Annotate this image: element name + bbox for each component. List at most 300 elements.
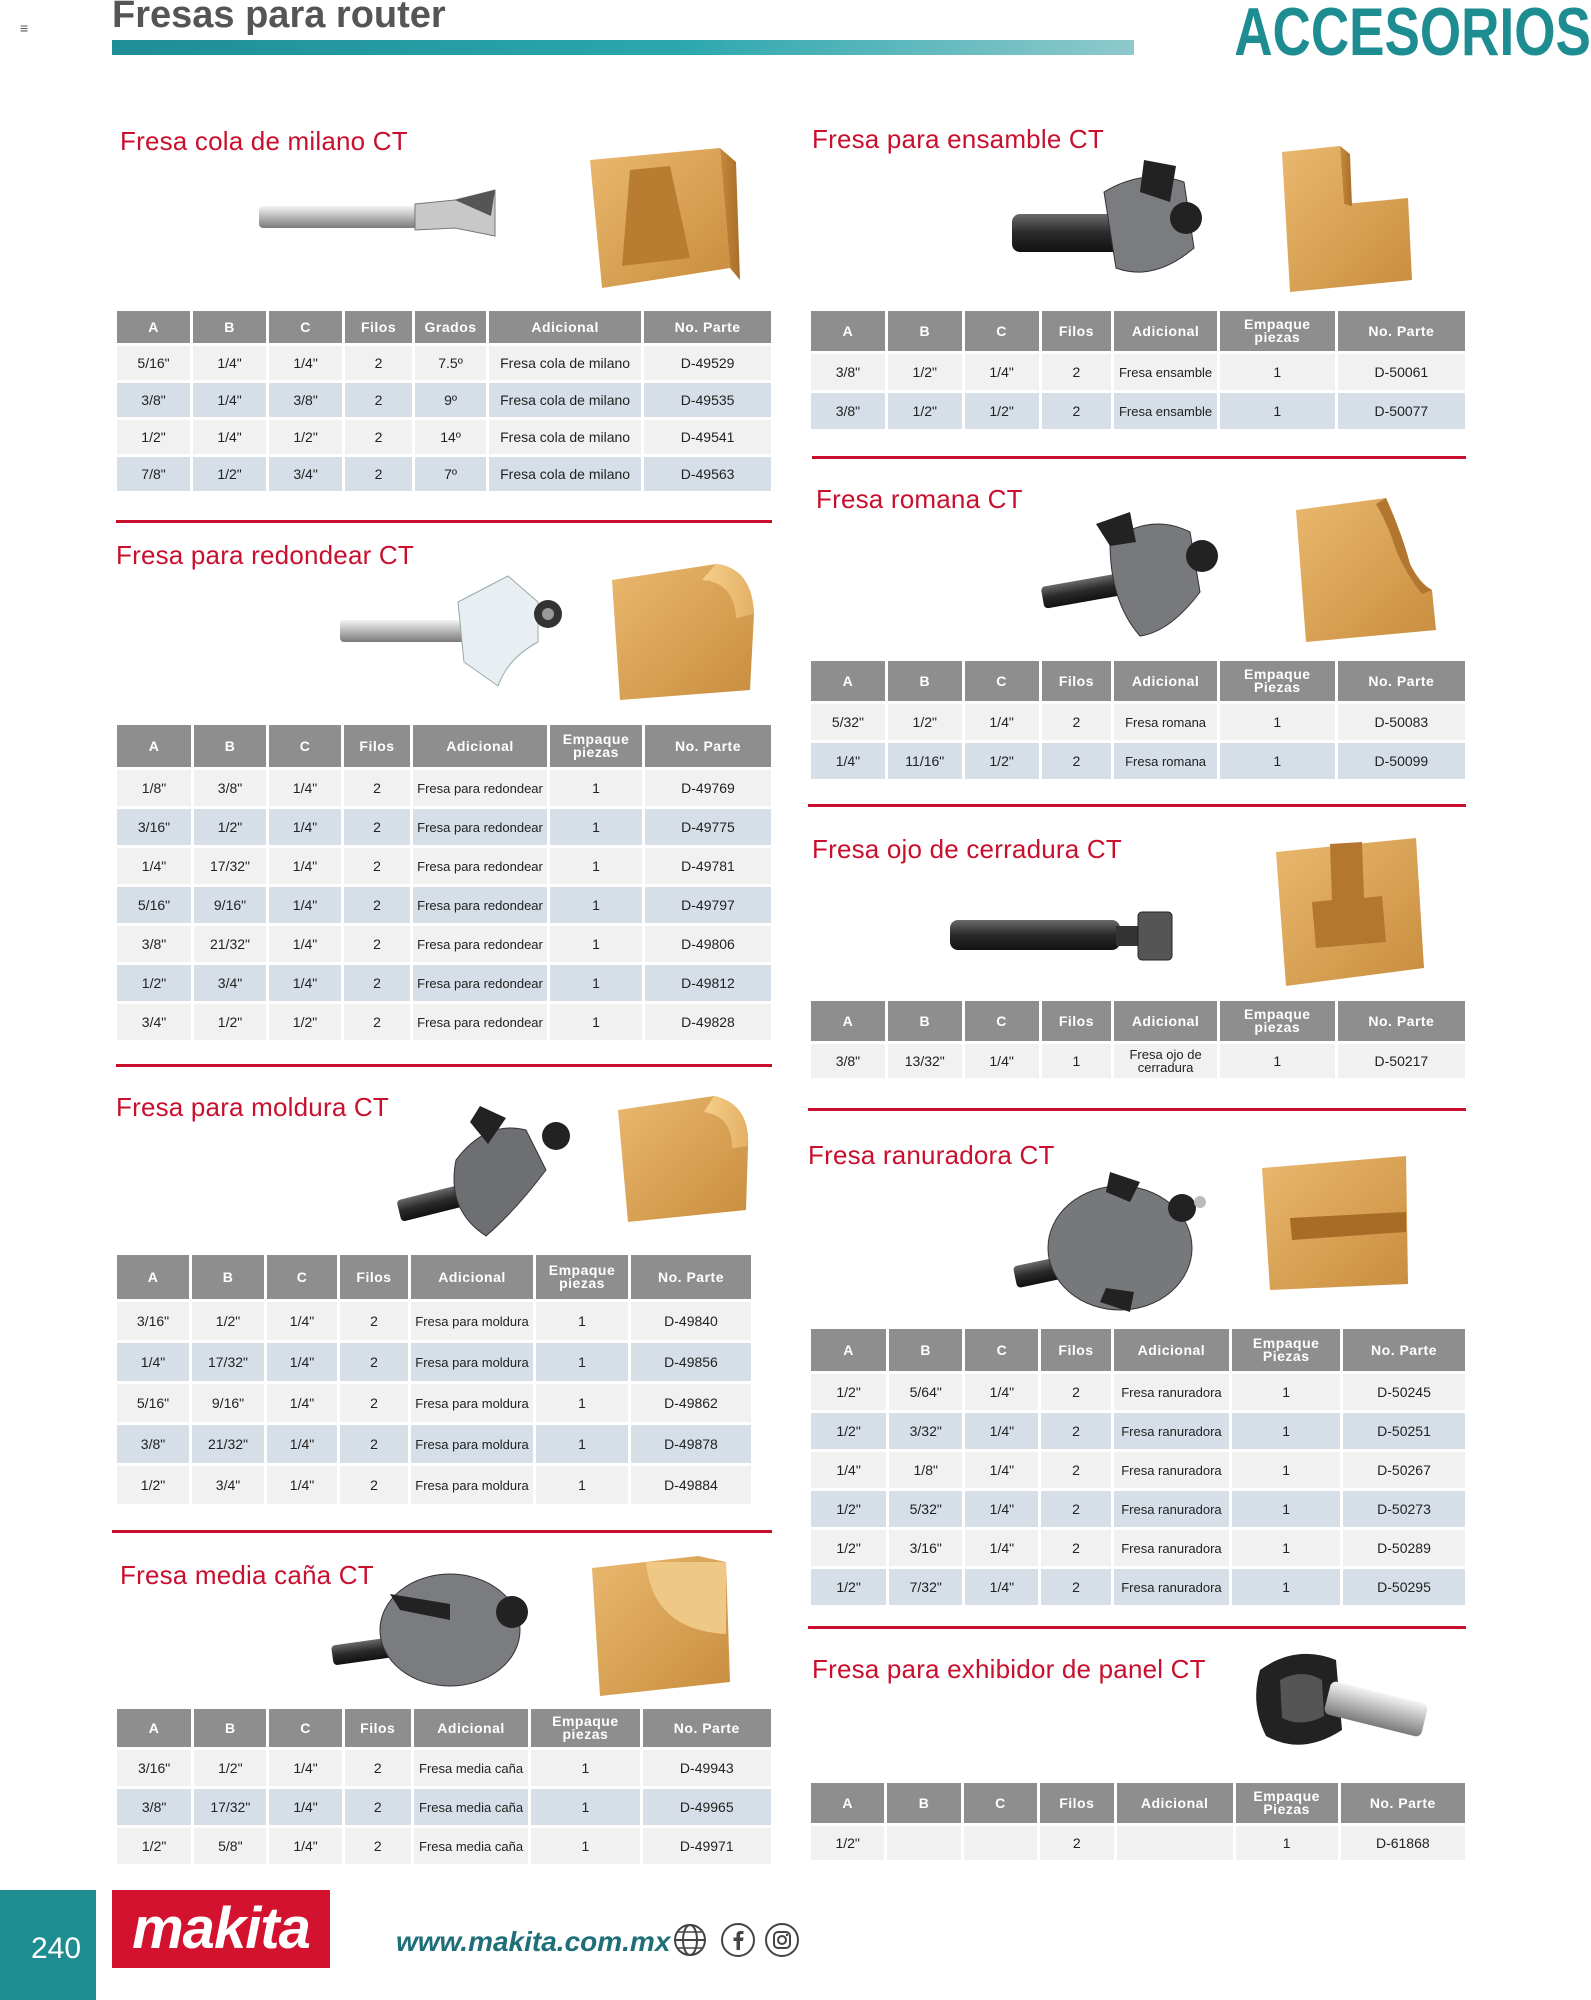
cell: 11/16" bbox=[888, 743, 962, 779]
col-c: C bbox=[965, 1001, 1039, 1041]
section-title-ensamble: Fresa para ensamble CT bbox=[812, 124, 1104, 154]
cell: D-50289 bbox=[1343, 1530, 1465, 1566]
cell: 2 bbox=[1041, 1530, 1110, 1566]
col-b: B bbox=[888, 661, 962, 701]
table-row bbox=[117, 770, 771, 806]
cell: 2 bbox=[340, 1466, 408, 1504]
table-row bbox=[811, 1044, 1465, 1078]
col-filos: Filos bbox=[344, 725, 410, 767]
cell: 2 bbox=[1041, 1374, 1110, 1410]
table-row bbox=[117, 383, 771, 417]
cell: 1 bbox=[1220, 393, 1335, 429]
cell: 1/4" bbox=[269, 770, 341, 806]
table-row bbox=[117, 965, 771, 1001]
cell: 1/2" bbox=[965, 743, 1039, 779]
cell: 1/2" bbox=[192, 1302, 264, 1340]
cell: 1/2" bbox=[269, 420, 342, 454]
col-a: A bbox=[117, 1255, 189, 1299]
cell: D-50077 bbox=[1338, 393, 1465, 429]
header-bar bbox=[112, 40, 1134, 55]
col-filos: Filos bbox=[1042, 661, 1112, 701]
website-link[interactable]: www.makita.com.mx bbox=[396, 1926, 671, 1957]
cell: 7/8" bbox=[117, 457, 190, 491]
cell: 3/8" bbox=[194, 770, 266, 806]
cell: 2 bbox=[344, 1004, 410, 1040]
cell: D-49828 bbox=[645, 1004, 771, 1040]
cell: 1 bbox=[536, 1302, 628, 1340]
cell: 5/32" bbox=[889, 1491, 962, 1527]
cell: D-49971 bbox=[643, 1828, 771, 1864]
cell: 3/16" bbox=[117, 1302, 189, 1340]
col-no-parte: No. Parte bbox=[1338, 661, 1465, 701]
cell: D-61868 bbox=[1341, 1826, 1465, 1860]
cell: 5/8" bbox=[194, 1828, 266, 1864]
cell: Fresa cola de milano bbox=[489, 383, 641, 417]
cell: D-50061 bbox=[1338, 354, 1465, 390]
col-no-parte: No. Parte bbox=[643, 1709, 771, 1747]
page-number: 240 bbox=[30, 1932, 82, 1965]
cell: 1/4" bbox=[269, 1789, 341, 1825]
cell: 9º bbox=[415, 383, 486, 417]
cell: D-50251 bbox=[1343, 1413, 1465, 1449]
section-divider bbox=[808, 1626, 1466, 1629]
table-ensamble bbox=[808, 308, 1468, 432]
cell: 1/4" bbox=[117, 848, 191, 884]
cell: 1/2" bbox=[117, 965, 191, 1001]
cell: 1/4" bbox=[269, 926, 341, 962]
cell: 1/4" bbox=[267, 1302, 337, 1340]
cell: 1/2" bbox=[811, 1413, 886, 1449]
cell: 1/2" bbox=[194, 809, 266, 845]
col-b: B bbox=[193, 311, 266, 343]
cell: 2 bbox=[345, 1750, 411, 1786]
cell: Fresa media caña bbox=[414, 1828, 528, 1864]
cell: 1 bbox=[550, 887, 642, 923]
col-b: B bbox=[888, 311, 962, 351]
cell: 21/32" bbox=[194, 926, 266, 962]
cell: 1 bbox=[550, 848, 642, 884]
cell: 1 bbox=[550, 926, 642, 962]
cell: 14º bbox=[415, 420, 486, 454]
col-adicional: Adicional bbox=[1114, 311, 1217, 351]
cell: D-49769 bbox=[645, 770, 771, 806]
cell: D-49878 bbox=[631, 1425, 751, 1463]
cell: D-49797 bbox=[645, 887, 771, 923]
cell: D-49884 bbox=[631, 1466, 751, 1504]
table-row bbox=[811, 1826, 1465, 1860]
cell: 2 bbox=[344, 848, 410, 884]
table-ojo-cerradura bbox=[808, 998, 1468, 1081]
col-empaque: Empaque Piezas bbox=[1232, 1329, 1340, 1371]
cell: 17/32" bbox=[194, 1789, 266, 1825]
table-row bbox=[811, 1413, 1465, 1449]
cell: 1 bbox=[1236, 1826, 1338, 1860]
col-a: A bbox=[811, 1001, 885, 1041]
table-row bbox=[811, 1530, 1465, 1566]
molding-bit-image bbox=[396, 1100, 576, 1240]
cell: 2 bbox=[345, 420, 412, 454]
cell: 2 bbox=[344, 926, 410, 962]
dovetail-bit-image bbox=[255, 176, 505, 256]
cell: 2 bbox=[1042, 743, 1112, 779]
table-moldura bbox=[114, 1252, 754, 1507]
cell: Fresa romana bbox=[1114, 704, 1217, 740]
cell: Fresa cola de milano bbox=[489, 346, 641, 380]
cell: D-50295 bbox=[1343, 1569, 1465, 1605]
cell: 5/16" bbox=[117, 1384, 189, 1422]
col-no-parte: No. Parte bbox=[631, 1255, 751, 1299]
col-adicional: Adicional bbox=[1114, 1329, 1230, 1371]
cell: Fresa para moldura bbox=[411, 1384, 533, 1422]
cell: D-49563 bbox=[644, 457, 771, 491]
cell: 1 bbox=[550, 809, 642, 845]
cell: 1/2" bbox=[811, 1826, 884, 1860]
cell: D-49856 bbox=[631, 1343, 751, 1381]
table-row bbox=[811, 1374, 1465, 1410]
cell: 1/4" bbox=[811, 743, 885, 779]
cell: Fresa ranuradora bbox=[1114, 1569, 1230, 1605]
col-c: C bbox=[269, 725, 341, 767]
dovetail-wood-image bbox=[580, 148, 740, 298]
cell: 2 bbox=[340, 1425, 408, 1463]
roman-bit-image bbox=[1040, 502, 1240, 642]
section-divider bbox=[112, 1530, 772, 1533]
cell bbox=[887, 1826, 960, 1860]
cell: 1/2" bbox=[117, 1466, 189, 1504]
cell: 1 bbox=[536, 1384, 628, 1422]
section-title-media-cana: Fresa media caña CT bbox=[120, 1560, 374, 1590]
cell: D-49862 bbox=[631, 1384, 751, 1422]
col-adicional: Adicional bbox=[413, 725, 547, 767]
table-row bbox=[117, 1343, 751, 1381]
cell: 1/2" bbox=[117, 1828, 191, 1864]
cell: D-49535 bbox=[644, 383, 771, 417]
table-row bbox=[811, 704, 1465, 740]
cell: 2 bbox=[1041, 1452, 1110, 1488]
facebook-icon[interactable] bbox=[720, 1922, 756, 1958]
cell: 3/4" bbox=[194, 965, 266, 1001]
col-no-parte: No. Parte bbox=[645, 725, 771, 767]
cell: 3/4" bbox=[192, 1466, 264, 1504]
col-filos: Filos bbox=[345, 311, 412, 343]
cell: 17/32" bbox=[192, 1343, 264, 1381]
cell: 1/4" bbox=[965, 1491, 1038, 1527]
col-a: A bbox=[811, 1783, 884, 1823]
col-empaque: Empaque Piezas bbox=[1236, 1783, 1338, 1823]
brand-logo-text: makita bbox=[132, 1896, 310, 1961]
cell: 1/2" bbox=[888, 393, 962, 429]
joint-wood-image bbox=[1270, 144, 1420, 294]
cell: 1 bbox=[550, 1004, 642, 1040]
cell: 1 bbox=[1220, 743, 1335, 779]
cell: 17/32" bbox=[194, 848, 266, 884]
cell: D-50083 bbox=[1338, 704, 1465, 740]
cell: 1/4" bbox=[193, 420, 266, 454]
cell: 5/16" bbox=[117, 346, 190, 380]
cell: 5/32" bbox=[811, 704, 885, 740]
cell: Fresa romana bbox=[1114, 743, 1217, 779]
roundover-wood-image bbox=[606, 554, 756, 704]
table-row bbox=[811, 354, 1465, 390]
cell: 1/4" bbox=[965, 1044, 1039, 1078]
cell: 3/8" bbox=[811, 354, 885, 390]
cell: D-49806 bbox=[645, 926, 771, 962]
cell: 1/4" bbox=[965, 1374, 1038, 1410]
cell: 1/4" bbox=[193, 346, 266, 380]
cell: 1/2" bbox=[117, 420, 190, 454]
cell: 3/8" bbox=[117, 926, 191, 962]
table-row bbox=[811, 1569, 1465, 1605]
cell: 7º bbox=[415, 457, 486, 491]
cell: 2 bbox=[1041, 1413, 1110, 1449]
cell: 1 bbox=[550, 770, 642, 806]
cell: 3/16" bbox=[117, 1750, 191, 1786]
col-filos: Filos bbox=[1041, 1329, 1110, 1371]
cell: 3/32" bbox=[889, 1413, 962, 1449]
col-no-parte: No. Parte bbox=[644, 311, 771, 343]
cell: 1 bbox=[1042, 1044, 1112, 1078]
category-title: ACCESORIOS bbox=[1234, 0, 1591, 70]
cell: 1 bbox=[536, 1466, 628, 1504]
cell: 1/8" bbox=[117, 770, 191, 806]
cell: 1/4" bbox=[267, 1466, 337, 1504]
col-no-parte: No. Parte bbox=[1341, 1783, 1465, 1823]
table-row bbox=[117, 1750, 771, 1786]
section-title-moldura: Fresa para moldura CT bbox=[116, 1092, 389, 1122]
section-title-ojo-cerradura: Fresa ojo de cerradura CT bbox=[812, 834, 1122, 864]
cell: 2 bbox=[340, 1384, 408, 1422]
cell: 2 bbox=[1041, 1569, 1110, 1605]
cell: 2 bbox=[344, 809, 410, 845]
slotting-wood-image bbox=[1256, 1148, 1416, 1298]
cell: D-49529 bbox=[644, 346, 771, 380]
cove-wood-image bbox=[586, 1550, 736, 1698]
cell: 1 bbox=[1220, 1044, 1335, 1078]
col-adicional: Adicional bbox=[411, 1255, 533, 1299]
cell: 1 bbox=[1220, 354, 1335, 390]
cell: D-49840 bbox=[631, 1302, 751, 1340]
cell: 1/4" bbox=[267, 1425, 337, 1463]
cell: Fresa media caña bbox=[414, 1789, 528, 1825]
cell: 7/32" bbox=[889, 1569, 962, 1605]
cell: Fresa para redondear bbox=[413, 770, 547, 806]
cell: 7.5º bbox=[415, 346, 486, 380]
col-c: C bbox=[964, 1783, 1037, 1823]
col-c: C bbox=[269, 1709, 341, 1747]
cell: 3/8" bbox=[811, 1044, 885, 1078]
col-filos: Filos bbox=[340, 1255, 408, 1299]
cell: 9/16" bbox=[192, 1384, 264, 1422]
cell: Fresa para redondear bbox=[413, 809, 547, 845]
col-adicional: Adicional bbox=[1117, 1783, 1233, 1823]
col-empaque: Empaque piezas bbox=[1220, 311, 1335, 351]
cell: Fresa para redondear bbox=[413, 848, 547, 884]
col-filos: Filos bbox=[345, 1709, 411, 1747]
slotting-bit-image bbox=[1010, 1152, 1210, 1322]
section-title-redondear: Fresa para redondear CT bbox=[116, 540, 414, 570]
col-adicional: Adicional bbox=[414, 1709, 528, 1747]
roundover-bit-image bbox=[338, 562, 578, 692]
cell: 2 bbox=[1042, 354, 1112, 390]
col-filos: Filos bbox=[1040, 1783, 1113, 1823]
table-row bbox=[117, 887, 771, 923]
col-b: B bbox=[888, 1001, 962, 1041]
cell: 2 bbox=[345, 1828, 411, 1864]
cell: 5/16" bbox=[117, 887, 191, 923]
keyhole-wood-image bbox=[1270, 838, 1430, 988]
cell: 1/2" bbox=[811, 1374, 886, 1410]
table-row bbox=[117, 1466, 751, 1504]
cell: Fresa cola de milano bbox=[489, 420, 641, 454]
cell: Fresa ranuradora bbox=[1114, 1374, 1230, 1410]
section-divider bbox=[808, 1108, 1466, 1111]
cell: 1/2" bbox=[811, 1530, 886, 1566]
col-adicional: Adicional bbox=[489, 311, 641, 343]
col-filos: Filos bbox=[1042, 311, 1112, 351]
table-media-cana bbox=[114, 1706, 774, 1867]
cell: 2 bbox=[345, 1789, 411, 1825]
keyhole-bit-image bbox=[946, 902, 1186, 972]
page-title: Fresas para router bbox=[112, 0, 446, 36]
section-title-romana: Fresa romana CT bbox=[816, 484, 1023, 514]
col-a: A bbox=[811, 311, 885, 351]
cell: 1/4" bbox=[267, 1384, 337, 1422]
cell: 1/8" bbox=[889, 1452, 962, 1488]
cell: 3/16" bbox=[117, 809, 191, 845]
col-empaque: Empaque piezas bbox=[1220, 1001, 1335, 1041]
cell: Fresa para moldura bbox=[411, 1425, 533, 1463]
cell: 2 bbox=[1041, 1491, 1110, 1527]
cell: 2 bbox=[340, 1302, 408, 1340]
cell: D-49541 bbox=[644, 420, 771, 454]
cell: 1/4" bbox=[965, 1569, 1038, 1605]
cell: 2 bbox=[344, 965, 410, 1001]
cell: 3/4" bbox=[117, 1004, 191, 1040]
col-filos: Filos bbox=[1042, 1001, 1112, 1041]
col-grados: Grados bbox=[415, 311, 486, 343]
globe-icon[interactable] bbox=[672, 1922, 708, 1958]
cell: 1/4" bbox=[269, 1750, 341, 1786]
cell: 1/4" bbox=[269, 965, 341, 1001]
table-cola-milano bbox=[114, 308, 774, 494]
joint-bit-image bbox=[1004, 152, 1224, 292]
cell: 1/4" bbox=[269, 1828, 341, 1864]
section-title-exhibidor-panel: Fresa para exhibidor de panel CT bbox=[812, 1654, 1206, 1684]
cell: 1 bbox=[1232, 1530, 1340, 1566]
cell: 2 bbox=[344, 770, 410, 806]
cell: Fresa para moldura bbox=[411, 1466, 533, 1504]
col-a: A bbox=[117, 1709, 191, 1747]
table-exhibidor-panel bbox=[808, 1780, 1468, 1863]
cell: 1 bbox=[531, 1789, 639, 1825]
cell bbox=[964, 1826, 1037, 1860]
cell: 2 bbox=[345, 383, 412, 417]
cell: 1 bbox=[531, 1828, 639, 1864]
cell: D-50267 bbox=[1343, 1452, 1465, 1488]
col-b: B bbox=[192, 1255, 264, 1299]
cell: 1/4" bbox=[811, 1452, 886, 1488]
cell: D-49812 bbox=[645, 965, 771, 1001]
cell: Fresa ensamble bbox=[1114, 393, 1217, 429]
table-romana bbox=[808, 658, 1468, 782]
section-divider bbox=[808, 804, 1466, 807]
cell: 3/8" bbox=[811, 393, 885, 429]
col-no-parte: No. Parte bbox=[1343, 1329, 1465, 1371]
col-empaque: Empaque piezas bbox=[550, 725, 642, 767]
cell: 1 bbox=[1232, 1569, 1340, 1605]
cell: 21/32" bbox=[192, 1425, 264, 1463]
cell: 2 bbox=[340, 1343, 408, 1381]
table-row bbox=[117, 926, 771, 962]
cell: 1/2" bbox=[194, 1750, 266, 1786]
table-row bbox=[117, 1425, 751, 1463]
cell: 1/4" bbox=[269, 848, 341, 884]
col-empaque: Empaque piezas bbox=[536, 1255, 628, 1299]
section-divider bbox=[116, 1064, 772, 1067]
table-row bbox=[117, 1384, 751, 1422]
cell: 5/64" bbox=[889, 1374, 962, 1410]
cell: D-50245 bbox=[1343, 1374, 1465, 1410]
cell: 2 bbox=[1040, 1826, 1113, 1860]
cell: 1 bbox=[550, 965, 642, 1001]
table-row bbox=[811, 1452, 1465, 1488]
cell: 1 bbox=[536, 1343, 628, 1381]
cell: Fresa para redondear bbox=[413, 965, 547, 1001]
cell: Fresa media caña bbox=[414, 1750, 528, 1786]
cell bbox=[1117, 1826, 1233, 1860]
col-c: C bbox=[965, 661, 1039, 701]
col-a: A bbox=[811, 1329, 886, 1371]
col-c: C bbox=[269, 311, 342, 343]
cell: 1/2" bbox=[888, 354, 962, 390]
table-row bbox=[117, 457, 771, 491]
table-row bbox=[811, 743, 1465, 779]
table-row bbox=[117, 420, 771, 454]
col-a: A bbox=[117, 311, 190, 343]
cell: 1/2" bbox=[269, 1004, 341, 1040]
cell: 1 bbox=[1220, 704, 1335, 740]
col-c: C bbox=[267, 1255, 337, 1299]
cell: 1 bbox=[1232, 1491, 1340, 1527]
cell: 1/4" bbox=[965, 704, 1039, 740]
cell: Fresa ensamble bbox=[1114, 354, 1217, 390]
cell: 1/4" bbox=[117, 1343, 189, 1381]
cell: 1/4" bbox=[269, 887, 341, 923]
col-c: C bbox=[965, 311, 1039, 351]
cell: 1/4" bbox=[965, 354, 1039, 390]
cell: D-49775 bbox=[645, 809, 771, 845]
cell: 1/4" bbox=[269, 346, 342, 380]
cell: Fresa para redondear bbox=[413, 926, 547, 962]
table-row bbox=[811, 1491, 1465, 1527]
table-row bbox=[117, 1302, 751, 1340]
instagram-icon[interactable] bbox=[764, 1922, 800, 1958]
cell: 1 bbox=[1232, 1452, 1340, 1488]
col-a: A bbox=[811, 661, 885, 701]
cell: D-49943 bbox=[643, 1750, 771, 1786]
table-row bbox=[117, 346, 771, 380]
cell: 1 bbox=[536, 1425, 628, 1463]
menu-icon[interactable]: ≡ bbox=[20, 20, 29, 36]
molding-wood-image bbox=[614, 1090, 754, 1230]
cell: 1/4" bbox=[193, 383, 266, 417]
cell: Fresa ranuradora bbox=[1114, 1452, 1230, 1488]
cell: D-50217 bbox=[1338, 1044, 1465, 1078]
cell: 2 bbox=[344, 887, 410, 923]
table-row bbox=[117, 848, 771, 884]
section-divider bbox=[812, 456, 1466, 459]
cell: 3/8" bbox=[117, 383, 190, 417]
